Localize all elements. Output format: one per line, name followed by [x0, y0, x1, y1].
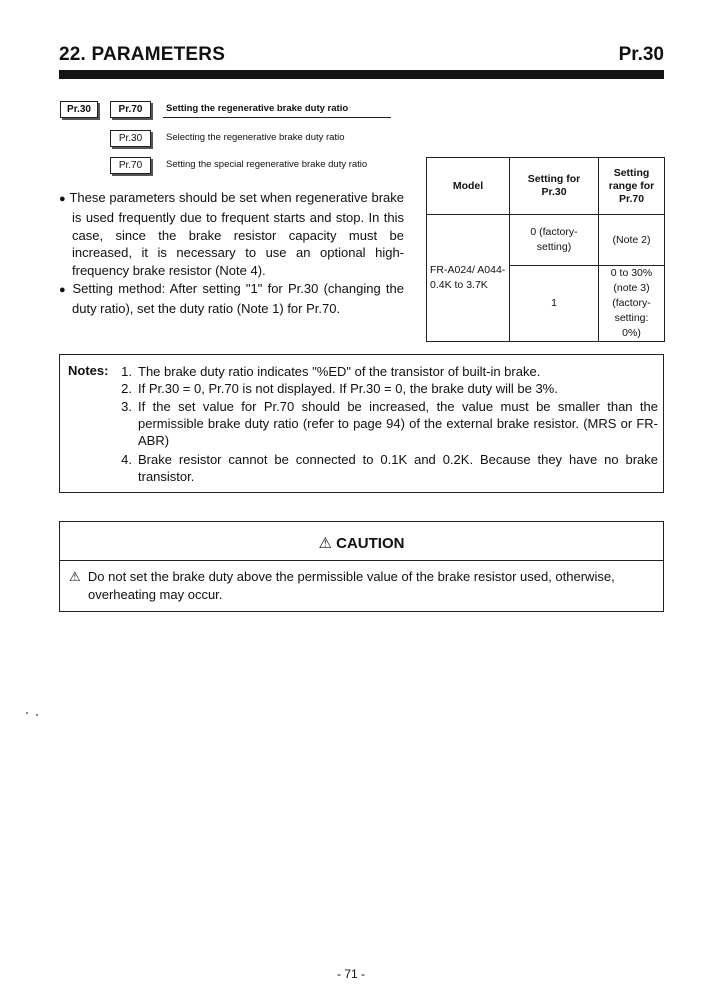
caution-header [60, 522, 663, 561]
main-label-underline [163, 117, 391, 118]
pr30-sub-box: Pr.30 [110, 130, 151, 147]
description-paragraph-1-text: These parameters should be set when regenerative brake is used frequently due to frequent starts and stop. In this case, since the brake resistor capacity must be increased, it is necessary to use an optional high-frequency brake resistor (Note 4). [69, 190, 405, 279]
note-text: If the set value for Pr.70 should be increased, the value must be smaller than the permissible brake duty ratio (refer to page 94) of the external brake resistor. (MRS or FR-ABR) [138, 399, 658, 448]
note-number: 3. [121, 399, 132, 414]
page-number: - 71 - [336, 967, 365, 981]
pr30-sub-label: Selecting the regenerative brake duty ratio [166, 132, 345, 143]
main-function-label: Setting the regenerative brake duty ratio [166, 103, 349, 114]
note-item [118, 380, 658, 397]
note-number: 1. [121, 364, 132, 379]
pr70-column-header: Setting range for Pr.70 [599, 158, 665, 215]
model-cell: FR-A024/ A044-0.4K to 3.7K [427, 215, 510, 342]
pr30-column-header: Setting for Pr.30 [510, 158, 599, 215]
pr70-sub-box: Pr.70 [110, 157, 151, 174]
bullet-icon: ● [59, 283, 68, 296]
notes-label: Notes: [68, 363, 109, 378]
scan-speck [36, 714, 38, 716]
warning-icon: ⚠ [318, 535, 332, 552]
header-rule [59, 70, 664, 79]
pr30-cell: 1 [510, 266, 599, 342]
caution-title: CAUTION [336, 535, 405, 552]
description-paragraph-2-text: Setting method: After setting "1" for Pr.30 (changing the duty ratio), set the duty ratio (Note 1) for Pr.70. [72, 280, 404, 316]
note-text: The brake duty ratio indicates "%ED" of the transistor of built-in brake. [138, 364, 541, 379]
bullet-icon: ● [59, 193, 66, 205]
note-item [118, 398, 658, 449]
description-paragraph-2 [59, 280, 404, 318]
caution-message [69, 568, 657, 604]
pr70-cell: (Note 2) [599, 215, 665, 266]
pr70-cell: 0 to 30% (note 3) (factory-setting: 0%) [599, 266, 665, 342]
parameter-code-header: Pr.30 [618, 44, 664, 65]
note-number: 2. [121, 381, 132, 396]
note-number: 4. [121, 452, 132, 467]
note-item [118, 451, 658, 485]
page-title: 22. PARAMETERS [59, 44, 226, 65]
table-header-row [427, 158, 665, 215]
table-row [427, 215, 665, 266]
notes-box [59, 354, 664, 493]
settings-table [426, 157, 665, 342]
note-text: Brake resistor cannot be connected to 0.1K and 0.2K. Because they have no brake transistor. [138, 452, 658, 484]
note-text: If Pr.30 = 0, Pr.70 is not displayed. If Pr.30 = 0, the brake duty will be 3%. [138, 381, 558, 396]
description-text [59, 189, 404, 318]
pr70-sub-label: Setting the special regenerative brake duty ratio [166, 159, 368, 170]
caution-box [59, 521, 664, 612]
note-item [118, 363, 658, 380]
description-paragraph-1 [59, 189, 404, 280]
scan-speck [26, 712, 28, 714]
warning-icon: ⚠ [69, 569, 81, 584]
pr70-param-box: Pr.70 [110, 101, 151, 118]
pr30-param-box: Pr.30 [60, 101, 98, 118]
caution-text: Do not set the brake duty above the permissible value of the brake resistor used, otherwise, overheating may occur. [87, 569, 615, 602]
model-column-header: Model [427, 158, 510, 215]
pr30-cell: 0 (factory-setting) [510, 215, 599, 266]
